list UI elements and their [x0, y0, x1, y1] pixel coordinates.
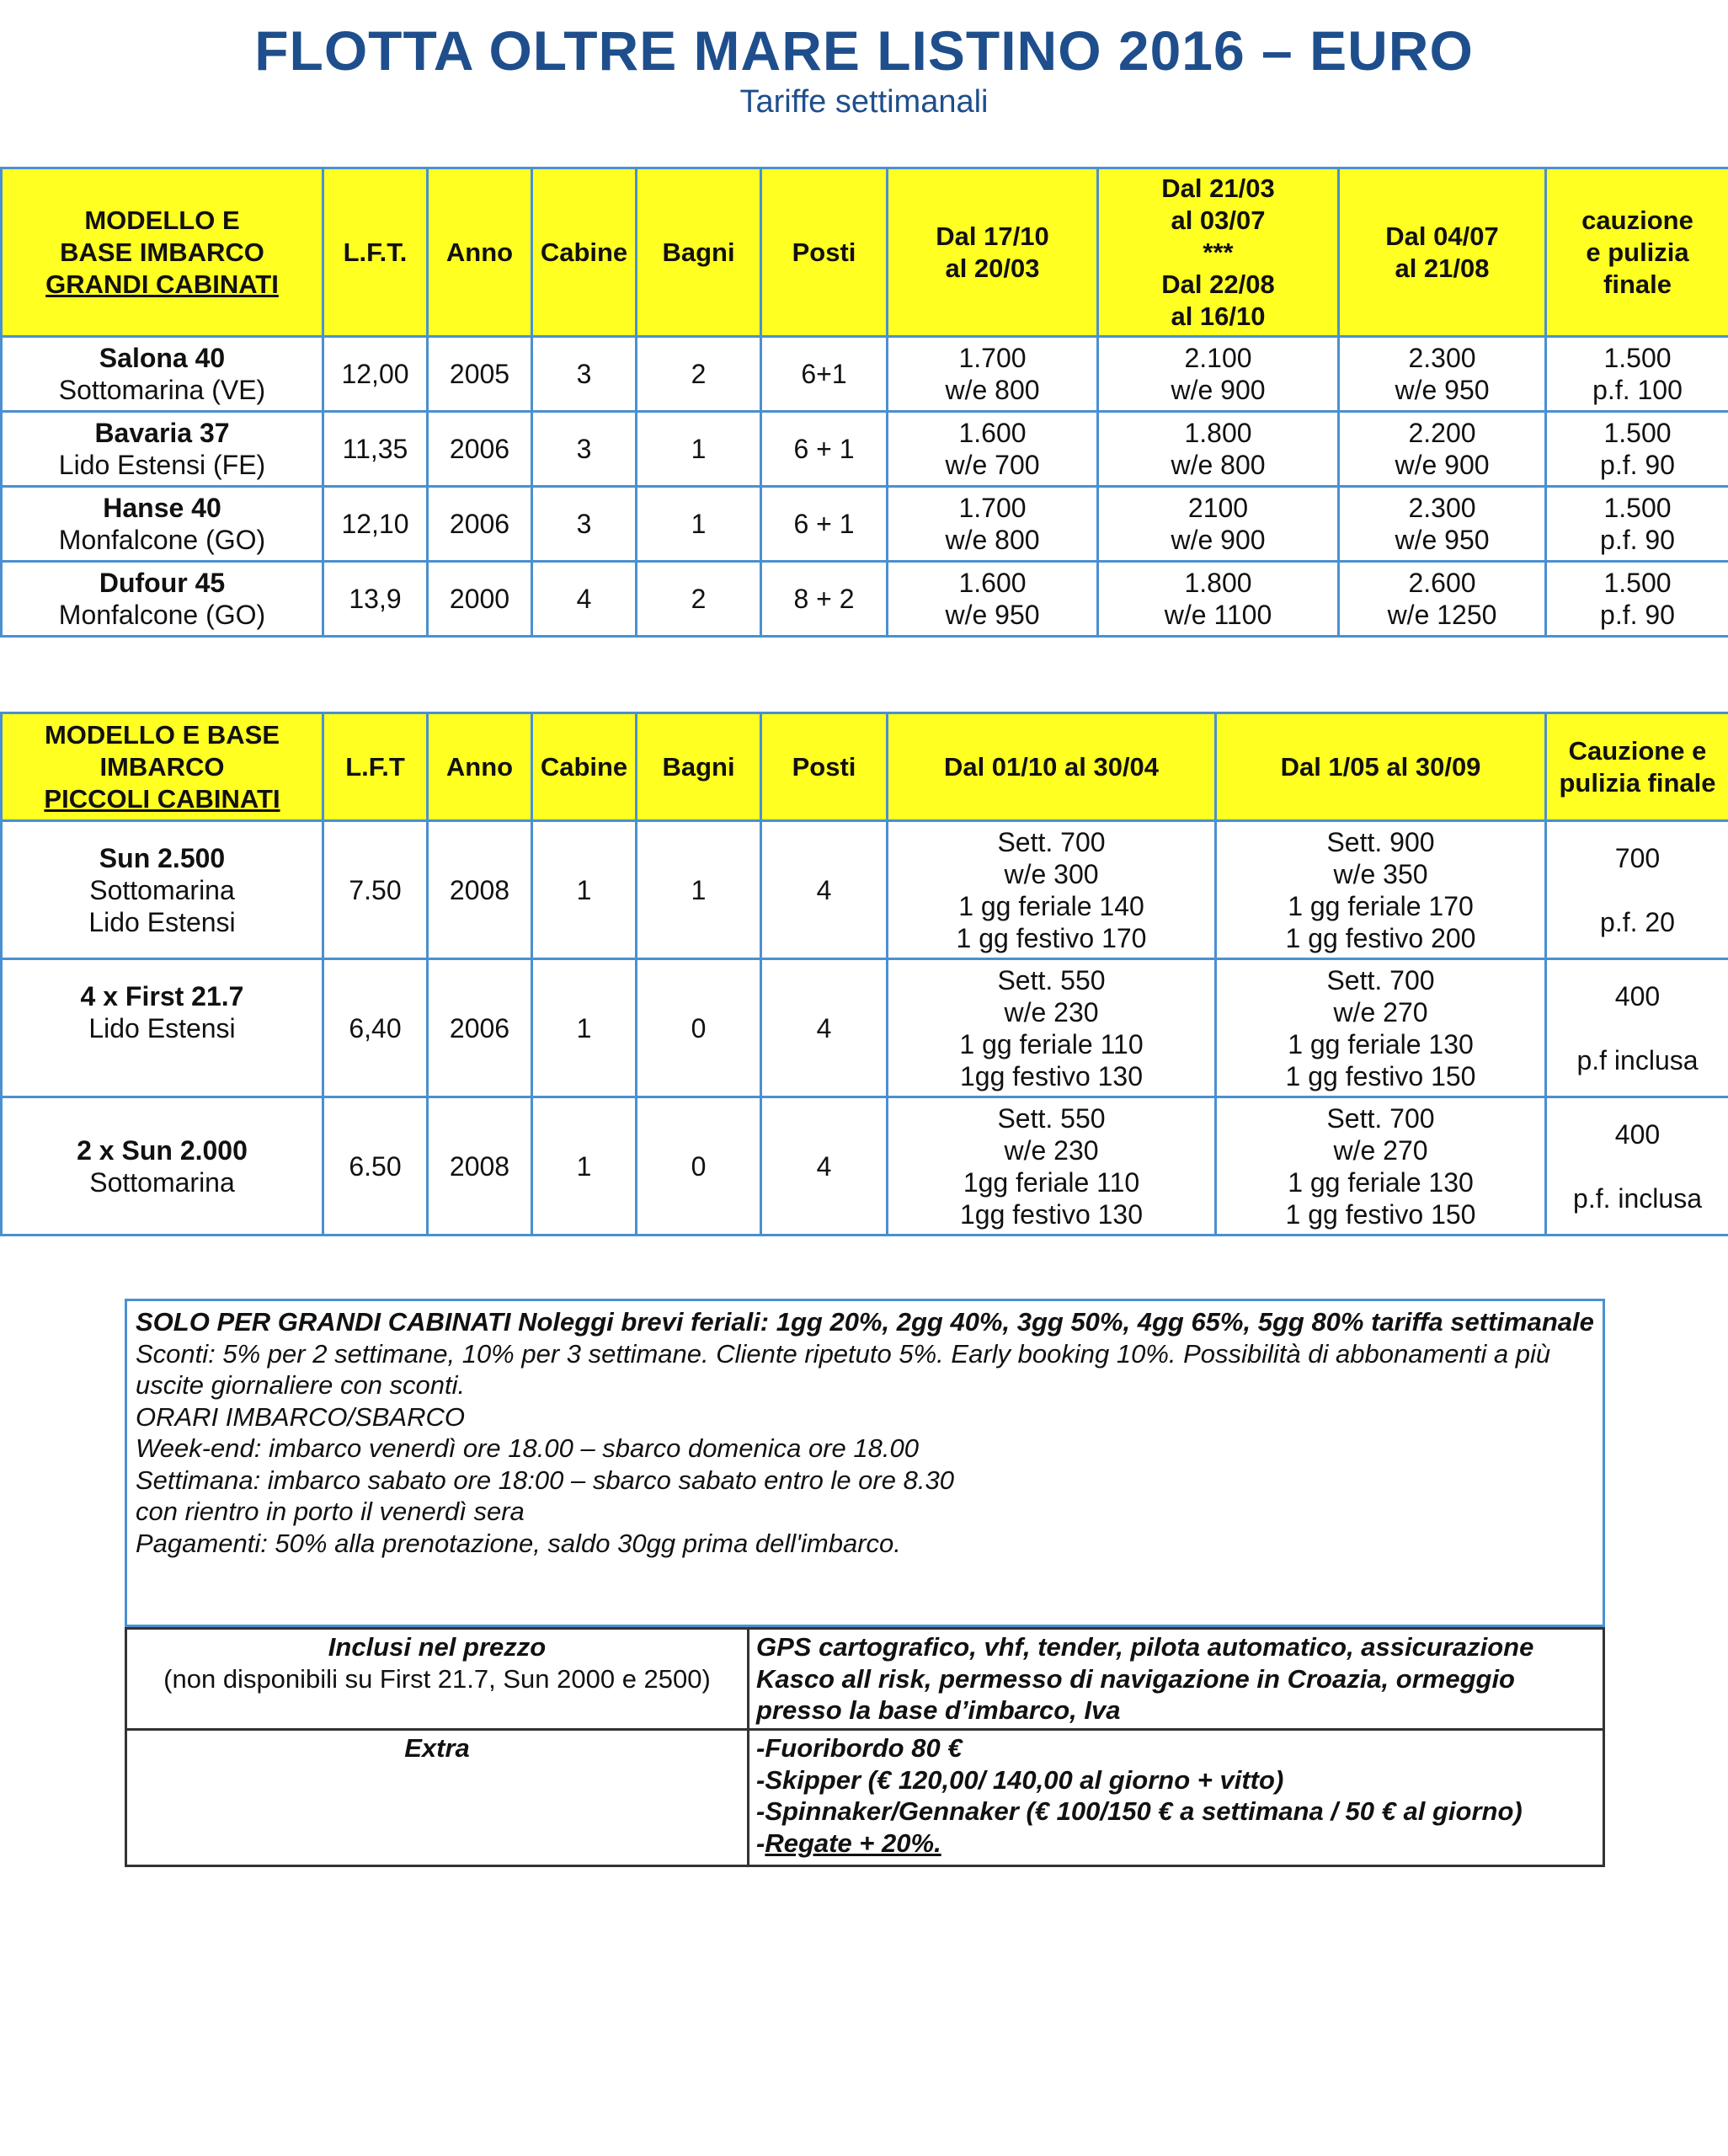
table-header-row: [2, 713, 1728, 821]
extra-item: -Fuoribordo 80 €: [756, 1733, 963, 1763]
page-title: FLOTTA OLTRE MARE LISTINO 2016 – EURO: [254, 19, 1474, 82]
price-period-2: Sett. 700 w/e 270 1 gg feriale 130 1 gg festivo 150: [1216, 959, 1546, 1097]
lft-cell: 13,9: [323, 562, 428, 637]
header-period-2: Dal 1/05 al 30/09: [1216, 713, 1546, 821]
table-row: [2, 412, 1728, 487]
extra-item: -Spinnaker/Gennaker (€ 100/150 € a settimana / 50 € al giorno): [756, 1796, 1523, 1826]
header-cabine: Cabine: [532, 713, 637, 821]
header-period-2: Dal 21/03 al 03/07 *** Dal 22/08 al 16/10: [1098, 168, 1339, 337]
price-period-2: Sett. 900 w/e 350 1 gg feriale 170 1 gg festivo 200: [1216, 821, 1546, 959]
posti-cell: 6 + 1: [761, 487, 888, 562]
price-period-1: Sett. 550 w/e 230 1gg feriale 110 1gg festivo 130: [888, 1097, 1216, 1235]
week-schedule: Settimana: imbarco sabato ore 18:00 – sbarco sabato entro le ore 8.30: [136, 1465, 954, 1495]
header-anno: Anno: [428, 713, 532, 821]
price-period-2: 2100 w/e 900: [1098, 487, 1339, 562]
anno-cell: 2006: [428, 959, 532, 1097]
inclusi-label: Inclusi nel prezzo: [328, 1632, 547, 1662]
lft-cell: 6,40: [323, 959, 428, 1097]
header-period-1: Dal 01/10 al 30/04: [888, 713, 1216, 821]
table-row: [2, 959, 1728, 1097]
posti-cell: 4: [761, 959, 888, 1097]
cabine-cell: 1: [532, 1097, 637, 1235]
table-row: [2, 562, 1728, 637]
cabine-cell: 4: [532, 562, 637, 637]
cauzione-cell: 400 p.f inclusa: [1546, 959, 1728, 1097]
lft-cell: 7.50: [323, 821, 428, 959]
bagni-cell: 2: [637, 337, 761, 412]
price-period-1: 1.700 w/e 800: [888, 337, 1098, 412]
inclusi-value: GPS cartografico, vhf, tender, pilota automatico, assicurazione Kasco all risk, permesso di navigazione in Croazia, ormeggio presso la base d’imbarco, Iva: [749, 1629, 1604, 1730]
header-anno: Anno: [428, 168, 532, 337]
price-period-2: 1.800 w/e 800: [1098, 412, 1339, 487]
cauzione-cell: 1.500 p.f. 90: [1546, 562, 1728, 637]
posti-cell: 6 + 1: [761, 412, 888, 487]
header-lft: L.F.T: [323, 713, 428, 821]
model-cell: 2 x Sun 2.000 Sottomarina: [2, 1097, 323, 1235]
lft-cell: 11,35: [323, 412, 428, 487]
page-subtitle: Tariffe settimanali: [739, 84, 989, 120]
bagni-cell: 1: [637, 412, 761, 487]
price-period-2: 2.100 w/e 900: [1098, 337, 1339, 412]
bagni-cell: 1: [637, 487, 761, 562]
model-cell: Bavaria 37 Lido Estensi (FE): [2, 412, 323, 487]
piccoli-cabinati-table: [0, 712, 1728, 1236]
extras-table: [125, 1627, 1605, 1867]
price-period-2: 1.800 w/e 1100: [1098, 562, 1339, 637]
bagni-cell: 1: [637, 821, 761, 959]
header-cauzione: Cauzione e pulizia finale: [1546, 713, 1728, 821]
grandi-cabinati-table: [0, 167, 1728, 638]
bagni-cell: 2: [637, 562, 761, 637]
cauzione-cell: 1.500 p.f. 100: [1546, 337, 1728, 412]
model-cell: Salona 40 Sottomarina (VE): [2, 337, 323, 412]
table-row: [2, 1097, 1728, 1235]
price-period-1: 1.700 w/e 800: [888, 487, 1098, 562]
extra-item-regate: -Regate + 20%.: [756, 1828, 941, 1858]
cabine-cell: 1: [532, 821, 637, 959]
posti-cell: 4: [761, 1097, 888, 1235]
price-period-3: 2.200 w/e 900: [1339, 412, 1546, 487]
payment-note: Pagamenti: 50% alla prenotazione, saldo 30gg prima dell'imbarco.: [136, 1528, 901, 1558]
table-header-row: [2, 168, 1728, 337]
price-period-1: 1.600 w/e 700: [888, 412, 1098, 487]
model-cell: Sun 2.500 Sottomarina Lido Estensi: [2, 821, 323, 959]
extra-label: Extra: [404, 1733, 470, 1763]
discounts-note: Sconti: 5% per 2 settimane, 10% per 3 settimane. Cliente ripetuto 5%. Early booking 10%. Possibilità di abbonamenti a più uscite giornaliere con sconti.: [136, 1338, 1551, 1400]
price-period-3: 2.300 w/e 950: [1339, 487, 1546, 562]
anno-cell: 2005: [428, 337, 532, 412]
header-cauzione: cauzione e pulizia finale: [1546, 168, 1728, 337]
notes-box: [125, 1299, 1605, 1627]
cabine-cell: 3: [532, 412, 637, 487]
short-rental-note: SOLO PER GRANDI CABINATI Noleggi brevi feriali: 1gg 20%, 2gg 40%, 3gg 50%, 4gg 65%, 5gg 80% tariffa settimanale: [136, 1307, 1594, 1337]
model-cell: Dufour 45 Monfalcone (GO): [2, 562, 323, 637]
price-period-3: 2.600 w/e 1250: [1339, 562, 1546, 637]
price-period-1: Sett. 550 w/e 230 1 gg feriale 110 1gg festivo 130: [888, 959, 1216, 1097]
header-posti: Posti: [761, 713, 888, 821]
model-cell: 4 x First 21.7 Lido Estensi: [2, 959, 323, 1097]
lft-cell: 12,10: [323, 487, 428, 562]
header-posti: Posti: [761, 168, 888, 337]
schedule-heading: ORARI IMBARCO/SBARCO: [136, 1401, 465, 1432]
anno-cell: 2008: [428, 821, 532, 959]
header-cabine: Cabine: [532, 168, 637, 337]
anno-cell: 2006: [428, 412, 532, 487]
lft-cell: 12,00: [323, 337, 428, 412]
price-period-3: 2.300 w/e 950: [1339, 337, 1546, 412]
header-bagni: Bagni: [637, 168, 761, 337]
posti-cell: 4: [761, 821, 888, 959]
header-model: MODELLO E BASE IMBARCO GRANDI CABINATI: [2, 168, 323, 337]
anno-cell: 2000: [428, 562, 532, 637]
bagni-cell: 0: [637, 1097, 761, 1235]
extra-list: [749, 1730, 1604, 1866]
cauzione-cell: 400 p.f. inclusa: [1546, 1097, 1728, 1235]
table-row: [2, 337, 1728, 412]
cabine-cell: 3: [532, 337, 637, 412]
header-bagni: Bagni: [637, 713, 761, 821]
cauzione-cell: 1.500 p.f. 90: [1546, 412, 1728, 487]
price-period-1: 1.600 w/e 950: [888, 562, 1098, 637]
cabine-cell: 3: [532, 487, 637, 562]
weekend-schedule: Week-end: imbarco venerdì ore 18.00 – sbarco domenica ore 18.00: [136, 1433, 919, 1463]
cabine-cell: 1: [532, 959, 637, 1097]
posti-cell: 6+1: [761, 337, 888, 412]
extra-item: -Skipper (€ 120,00/ 140,00 al giorno + vitto): [756, 1764, 1284, 1795]
header-period-3: Dal 04/07 al 21/08: [1339, 168, 1546, 337]
cauzione-cell: 700 p.f. 20: [1546, 821, 1728, 959]
anno-cell: 2008: [428, 1097, 532, 1235]
table-row: [2, 821, 1728, 959]
week-schedule-return: con rientro in porto il venerdì sera: [136, 1497, 525, 1526]
lft-cell: 6.50: [323, 1097, 428, 1235]
extra-row: [126, 1730, 1604, 1866]
anno-cell: 2006: [428, 487, 532, 562]
posti-cell: 8 + 2: [761, 562, 888, 637]
inclusi-note: (non disponibili su First 21.7, Sun 2000 e 2500): [163, 1663, 711, 1694]
inclusi-label-cell: [126, 1629, 749, 1730]
inclusi-row: [126, 1629, 1604, 1730]
price-period-2: Sett. 700 w/e 270 1 gg feriale 130 1 gg festivo 150: [1216, 1097, 1546, 1235]
price-period-1: Sett. 700 w/e 300 1 gg feriale 140 1 gg festivo 170: [888, 821, 1216, 959]
header-period-1: Dal 17/10 al 20/03: [888, 168, 1098, 337]
header-model: MODELLO E BASE IMBARCO PICCOLI CABINATI: [2, 713, 323, 821]
header-lft: L.F.T.: [323, 168, 428, 337]
extra-label-cell: [126, 1730, 749, 1866]
bagni-cell: 0: [637, 959, 761, 1097]
table-row: [2, 487, 1728, 562]
cauzione-cell: 1.500 p.f. 90: [1546, 487, 1728, 562]
model-cell: Hanse 40 Monfalcone (GO): [2, 487, 323, 562]
